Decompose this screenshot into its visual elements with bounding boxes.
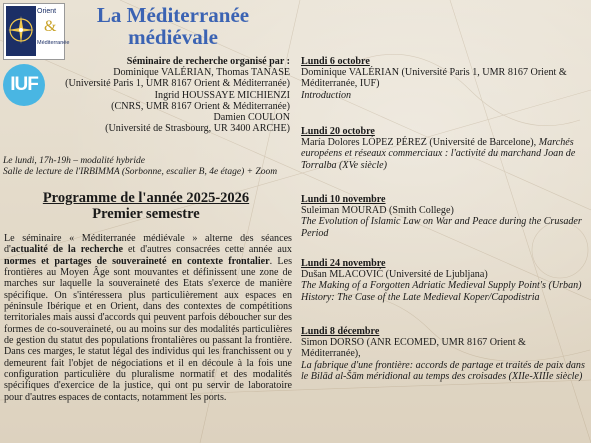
session-speaker: Dušan MLACOVIĆ (Université de Ljubljana) — [301, 269, 488, 281]
iuf-logo-text: IUF — [10, 74, 38, 95]
organizers-label: Séminaire de recherche organisé par : — [126, 56, 290, 67]
desc-bold: actualité de la recherche — [10, 244, 123, 256]
session-topic: La fabrique d'une frontière: accords de partage et traités de paix dans le Bilād al-Šām méridional au temps des croisades (XIIe-XIIIe siècle) — [301, 359, 585, 382]
orient-mediterranee-logo — [3, 3, 70, 60]
session-date: Lundi 6 octobre — [301, 56, 370, 67]
schedule-info — [3, 156, 277, 178]
session-item — [301, 56, 586, 101]
desc-bold: normes et partages de souveraineté en contexte frontalier — [4, 255, 270, 267]
organizers-block — [65, 56, 290, 134]
session-speaker: María Dolores LÓPEZ PÉREZ (Université de Barcelone), — [301, 137, 539, 149]
title-line-2: médiévale — [128, 25, 218, 49]
session-item — [301, 194, 586, 239]
schedule-location: Salle de lecture de l'IRBIMMA (Sorbonne, escalier B, 4e étage) + Zoom — [3, 167, 278, 177]
seminar-description — [4, 233, 292, 403]
session-date: Lundi 20 octobre — [301, 126, 375, 137]
session-speaker: Dominique VALÉRIAN (Université Paris 1, UMR 8167 Orient & Méditerranée, IUF) — [301, 67, 567, 90]
session-topic: The Making of a Forgotten Adriatic Medieval Supply Point's (Urban) History: The Case of the Late Medieval Koper/Capodistria — [301, 280, 582, 303]
organizer-line: (Université de Strasbourg, UR 3400 ARCHE) — [105, 123, 290, 135]
program-heading — [0, 190, 292, 222]
desc-text: Le séminaire « Méditerranée médiévale » alterne des séances d' — [4, 233, 292, 256]
title-line-1: La Méditerranée — [96, 3, 250, 27]
desc-text: et d'autres consacrées cette année aux — [122, 244, 292, 256]
session-speaker: Simon DORSO (ANR ECOMED, UMR 8167 Orient & Méditerranée), — [301, 337, 526, 360]
logo-text-amp: & — [44, 18, 57, 35]
session-item — [301, 326, 586, 382]
organizer-line: Ingrid HOUSSAYE MICHIENZI — [154, 89, 290, 101]
page-title — [78, 4, 268, 48]
organizer-line: Damien COULON — [213, 112, 290, 124]
schedule-time: Le lundi, 17h-19h – modalité hybride — [3, 156, 145, 166]
program-subtitle: Premier semestre — [92, 206, 200, 222]
desc-text: . Les frontières au Moyen Âge sont mouvantes et définissent une zone de marches sur laquelle la souveraineté des Etats s'exerce de manière spécifique. On s'intéressera plus particulièrement aux espaces en péninsule Ibérique et en Orient, dans des contextes de compétitions territoriales mais aussi d'accords qui peuvent parfois déboucher sur des formes de co-souveraineté, ou au moins sur des modalités particulières de gestion du statut des populations frontalières ou passant la frontière. Dans ces marges, le statut légal des individus qui les franchissent ou y demeurent fait l'objet de négociations et il en découle à la fois une configuration particulière du pluralisme normatif et des modalités spécifiques d'exercice de la justice, qui ont pu servir de laboratoire pour d'autres espaces de contacts, notamment les ports. — [4, 255, 293, 403]
session-topic: The Evolution of Islamic Law on War and Peace during the Crusader Period — [301, 216, 582, 239]
session-date: Lundi 10 novembre — [301, 194, 386, 205]
session-topic: Introduction — [301, 89, 352, 101]
session-speaker: Suleiman MOURAD (Smith College) — [301, 205, 454, 217]
logo-text-orient: Orient — [37, 8, 57, 15]
session-item — [301, 258, 586, 303]
session-topic: Marchés européens et réseaux commerciaux : l'activité du marchand Joan de Torralba (XVe siècle) — [301, 137, 576, 171]
session-date: Lundi 24 novembre — [301, 258, 386, 269]
organizer-line: (CNRS, UMR 8167 Orient & Méditerranée) — [111, 100, 290, 112]
organizer-line: Dominique VALÉRIAN, Thomas TANASE — [113, 67, 290, 79]
program-title: Programme de l'année 2025-2026 — [42, 190, 250, 206]
session-item — [301, 126, 586, 171]
logo-text-mediterranee: Méditerranée — [37, 40, 70, 46]
session-date: Lundi 8 décembre — [301, 326, 380, 337]
iuf-logo — [3, 64, 45, 106]
organizer-line: (Université Paris 1, UMR 8167 Orient & Méditerranée) — [65, 78, 290, 90]
